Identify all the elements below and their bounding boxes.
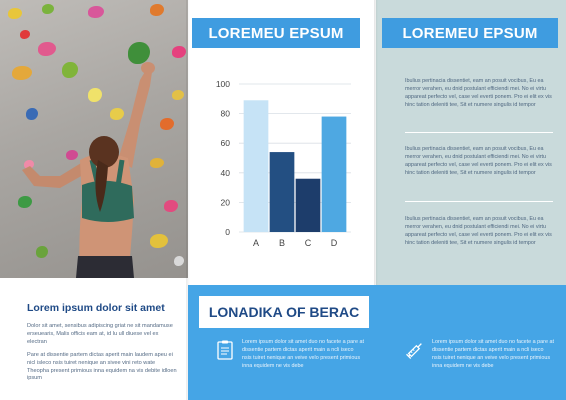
y-tick-label: 80 xyxy=(220,108,230,119)
syringe-icon xyxy=(404,339,426,361)
x-tick-label: A xyxy=(252,238,260,248)
y-tick-label: 60 xyxy=(220,138,230,149)
right-paragraph-3: Ibulius pertinacia dissentiet, eam an posuit vocibus, Eu ea merror verahen, eu dnid postulant efficiendi mei. No ei virtu appareat perfecto vel, case vel everti ponem. Pro ei elit ex vis hinc tation deleniti tee, Sit et numere singulis id tempor xyxy=(405,216,552,246)
clipboard-icon xyxy=(214,339,236,361)
bar-a xyxy=(244,100,269,232)
left-panel xyxy=(0,0,188,400)
left-paragraph-1: Dolor sit amet, sensibus adipiscing griat ne sit mandamuse erseuearis, Malis officis eam at, id lu ull diuese vel ex electran xyxy=(27,323,173,345)
divider xyxy=(405,132,553,133)
y-tick-label: 100 xyxy=(215,79,230,89)
divider xyxy=(405,201,553,202)
climber-figure xyxy=(0,0,188,278)
bar-c xyxy=(296,179,321,232)
right-paragraph-1: Ibulius pertinacia dissentiet, eam an posuit vocibus, Eu ea merror verahen, eu dnid postulant efficiendi mei. No ei virtu appareat perfecto vel, case vel everti ponem. Pro ei elit ex vis hinc tation deleniti tee, Sit et numere singulis id tempor xyxy=(405,78,552,108)
band-title: LONADIKA OF BERAC xyxy=(199,296,369,328)
bar-b xyxy=(270,152,295,232)
bar-chart xyxy=(203,72,355,257)
right-header: LOREMEU EPSUM xyxy=(382,18,558,48)
left-paragraph-2: Pare at dissentie partem dictas aperit main laudem apeu ei nicl isleco nsis tuiret nenique an sivee vini reto wate Theopha present primious inna equidem na vis debite idloen ipsum xyxy=(27,351,177,382)
right-paragraph-2: Ibulius pertinacia dissentiet, eam an posuit vocibus, Eu ea merror verahen, eu dnid postulant efficiendi mei. No ei virtu appareat perfecto vel, case vel everti ponem. Pro ei elit ex vis hinc tation deleniti tee, Sit et numere singulis id tempor xyxy=(405,146,552,176)
band-item-text: Lorem ipsum dolor sit amet duo no facete a pare at dissentie partem dictas aperit main a ncli iseco nsis tuiret nenique an veive velo present primious inna equidem ne vis debe xyxy=(242,339,364,369)
x-tick-label: C xyxy=(304,238,312,248)
band-item xyxy=(404,339,554,371)
climbing-photo xyxy=(0,0,188,278)
band-item-text: Lorem ipsum dolor sit amet duo no facete a pare at dissentie partem dictas aperit main a ncli iseco nsis tuiret nenique an veive velo present primious inna equidem ne vis debe xyxy=(432,339,554,369)
y-tick-label: 20 xyxy=(220,197,230,208)
x-tick-label: B xyxy=(278,238,286,248)
y-tick-label: 40 xyxy=(220,167,230,178)
middle-header: LOREMEU EPSUM xyxy=(192,18,360,48)
y-tick-label: 0 xyxy=(225,227,230,237)
left-title: Lorem ipsum dolor sit amet xyxy=(27,302,165,314)
bar-d xyxy=(322,117,347,232)
x-tick-label: D xyxy=(330,238,338,248)
band-item xyxy=(214,339,364,371)
left-text-block xyxy=(27,302,177,388)
